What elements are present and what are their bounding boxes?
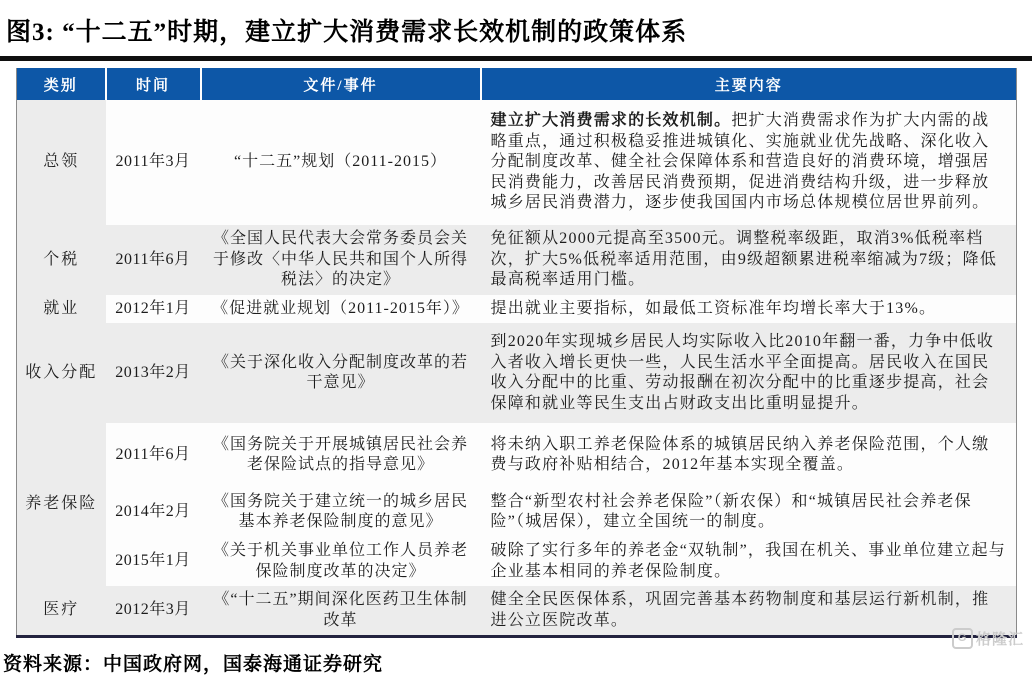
figure-title: 图3: “十二五”时期，建立扩大消费需求长效机制的政策体系: [6, 19, 688, 46]
time-cell: 2014年2月: [106, 487, 201, 537]
time-cell: 2011年3月: [106, 100, 201, 225]
time-cell: 2011年6月: [106, 225, 201, 295]
table-row: [17, 323, 1017, 423]
category-cell: 就业: [17, 295, 106, 324]
header-content: 主要内容: [481, 68, 1017, 100]
content-cell: 健全全民医保体系，巩固完善基本药物制度和基层运行新机制，推进公立医院改革。: [481, 586, 1017, 637]
table-row: [17, 423, 1017, 487]
gelonghui-watermark: [952, 628, 1024, 649]
category-cell: 养老保险: [17, 423, 106, 586]
watermark-text: 格隆汇: [975, 631, 1024, 648]
header-row: [17, 68, 1017, 100]
table-row: [17, 100, 1017, 225]
content-cell: 整合“新型农村社会养老保险”（新农保）和“城镇居民社会养老保险”（城居保），建立全国统一的制度。: [481, 487, 1017, 537]
content-cell: [481, 100, 1017, 225]
category-cell: 个税: [17, 225, 106, 295]
header-time: 时间: [106, 68, 201, 100]
doc-cell: 《国务院关于开展城镇居民社会养老保险试点的指导意见》: [201, 423, 481, 487]
category-cell: 总领: [17, 100, 106, 225]
content-cell: 提出就业主要指标，如最低工资标准年均增长率大于13%。: [481, 295, 1017, 324]
doc-cell: 《关于深化收入分配制度改革的若干意见》: [201, 323, 481, 423]
header-category: 类别: [17, 68, 106, 100]
category-cell: 收入分配: [17, 323, 106, 423]
table-row: [17, 586, 1017, 637]
content-text: 把扩大消费需求作为扩大内需的战略重点，通过积极稳妥推进城镇化、实施就业优先战略、深化收入分配制度改革、健全社会保障体系和营造良好的消费环境，增强居民消费能力，改善居民消费预期，促进消费结构升级，进一步释放城乡居民消费潜力，逐步使我国国内市场总体规模位居世界前列。: [490, 112, 990, 212]
time-cell: 2011年6月: [106, 423, 201, 487]
doc-cell: 《国务院关于建立统一的城乡居民基本养老保险制度的意见》: [201, 487, 481, 537]
source-note: 资料来源：中国政府网，国泰海通证券研究: [3, 654, 384, 675]
table-row: [17, 537, 1017, 586]
doc-cell: 《全国人民代表大会常务委员会关于修改〈中华人民共和国个人所得税法〉的决定》: [201, 225, 481, 295]
doc-cell: 《促进就业规划（2011-2015年）》: [201, 295, 481, 324]
table-row: [17, 225, 1017, 295]
content-cell: 免征额从2000元提高至3500元。调整税率级距，取消3%低税率档次，扩大5%低税率适用范围，由9级超额累进税率缩减为7级；降低最高税率适用门槛。: [481, 225, 1017, 295]
table-header: [17, 68, 1017, 100]
doc-cell: “十二五”规划（2011-2015）: [201, 100, 481, 225]
content-cell: 破除了实行多年的养老金“双轨制”，我国在机关、事业单位建立起与企业基本相同的养老保险制度。: [481, 537, 1017, 586]
doc-cell: 《“十二五”期间深化医药卫生体制改革: [201, 586, 481, 637]
time-cell: 2013年2月: [106, 323, 201, 423]
content-cell: 将未纳入职工养老保险体系的城镇居民纳入养老保险范围，个人缴费与政府补贴相结合，2012年基本实现全覆盖。: [481, 423, 1017, 487]
title-divider: [0, 56, 1032, 61]
doc-cell: 《关于机关事业单位工作人员养老保险制度改革的决定》: [201, 537, 481, 586]
time-cell: 2012年3月: [106, 586, 201, 637]
table-row: [17, 487, 1017, 537]
content-bold-lead: 建立扩大消费需求的长效机制。: [490, 112, 732, 130]
time-cell: 2012年1月: [106, 295, 201, 324]
time-cell: 2015年1月: [106, 537, 201, 586]
content-cell: 到2020年实现城乡居民人均实际收入比2010年翻一番，力争中低收入者收入增长更快一些，人民生活水平全面提高。居民收入在国民收入分配中的比重、劳动报酬在初次分配中的比重逐步提高，社会保障和就业等民生支出占财政支出比重明显提升。: [481, 323, 1017, 423]
gelonghui-logo-icon: G: [952, 628, 973, 649]
table-row: [17, 295, 1017, 324]
header-document: 文件/事件: [201, 68, 481, 100]
category-cell: 医疗: [17, 586, 106, 637]
policy-table: [16, 68, 1017, 638]
